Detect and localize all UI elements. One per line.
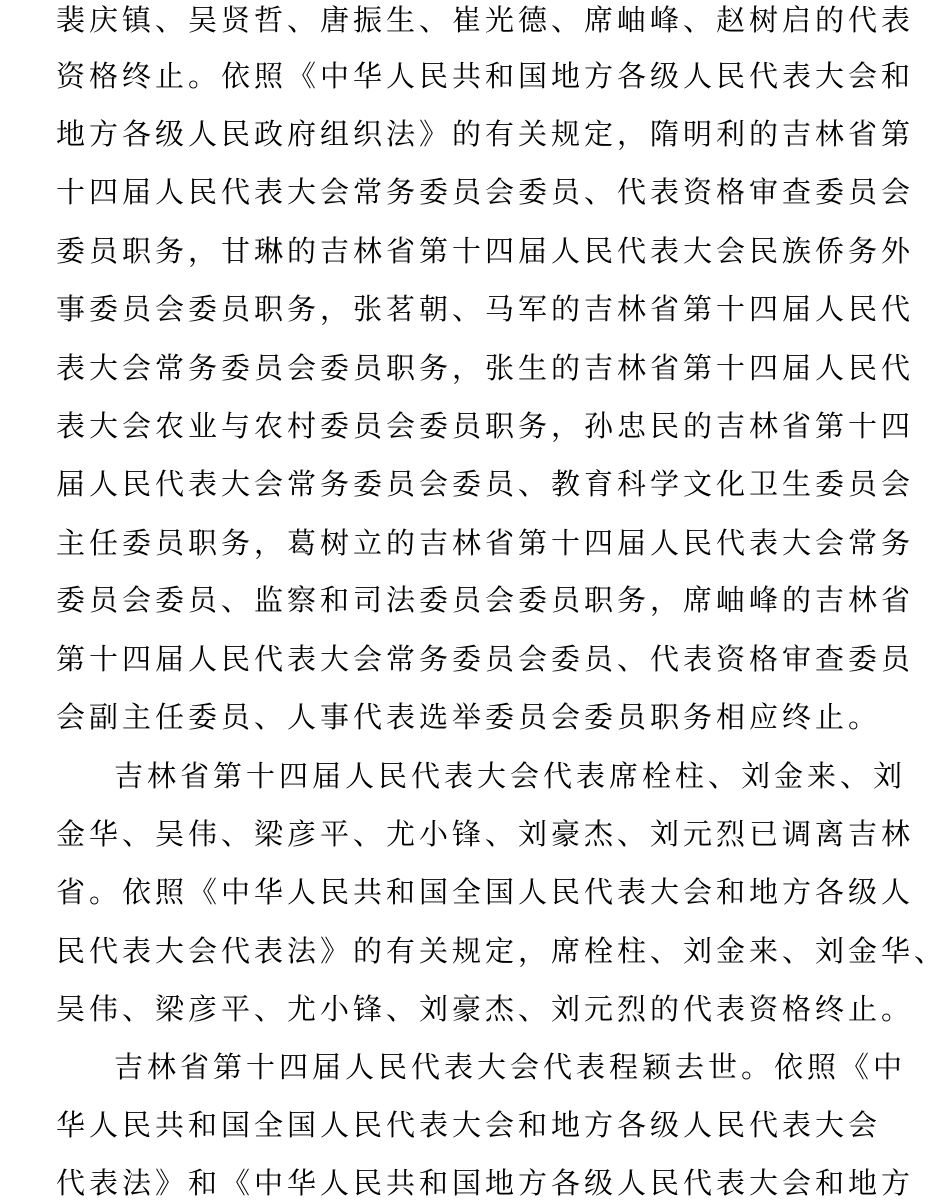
text-line: 届人民代表大会常务委员会委员、教育科学文化卫生委员会 [56,467,915,501]
text-line: 会副主任委员、人事代表选举委员会委员职务相应终止。 [56,700,882,734]
text-line: 裴庆镇、吴贤哲、唐振生、崔光德、席岫峰、赵树启的代表 [56,3,915,37]
text-line: 吴伟、梁彦平、尤小锋、刘豪杰、刘元烈的代表资格终止。 [56,992,915,1026]
text-line: 省。依照《中华人民共和国全国人民代表大会和地方各级人 [56,875,915,909]
text-line: 委员职务，甘琳的吉林省第十四届人民代表大会民族侨务外 [56,234,915,268]
text-line: 地方各级人民政府组织法》的有关规定，隋明利的吉林省第 [56,117,915,151]
text-line: 委员会委员、监察和司法委员会委员职务，席岫峰的吉林省 [56,583,915,617]
text-line: 表大会常务委员会委员职务，张生的吉林省第十四届人民代 [56,351,915,385]
text-line: 民代表大会代表法》的有关规定，席栓柱、刘金来、刘金华、 [56,934,947,968]
paragraph-first-line: 吉林省第十四届人民代表大会代表程颖去世。依照《中 [114,1050,907,1084]
text-line: 十四届人民代表大会常务委员会委员、代表资格审查委员会 [56,175,915,209]
text-line: 表大会农业与农村委员会委员职务，孙忠民的吉林省第十四 [56,409,915,443]
text-line: 资格终止。依照《中华人民共和国地方各级人民代表大会和 [56,59,915,93]
text-line: 事委员会委员职务，张茗朝、马军的吉林省第十四届人民代 [56,292,915,326]
text-line: 华人民共和国全国人民代表大会和地方各级人民代表大会 [56,1108,882,1142]
text-line: 代表法》和《中华人民共和国地方各级人民代表大会和地方 [56,1166,915,1200]
paragraph-first-line: 吉林省第十四届人民代表大会代表席栓柱、刘金来、刘 [114,759,907,793]
text-line: 主任委员职务，葛树立的吉林省第十四届人民代表大会常务 [56,526,915,560]
text-line: 第十四届人民代表大会常务委员会委员、代表资格审查委员 [56,642,915,676]
text-line: 金华、吴伟、梁彦平、尤小锋、刘豪杰、刘元烈已调离吉林 [56,817,915,851]
